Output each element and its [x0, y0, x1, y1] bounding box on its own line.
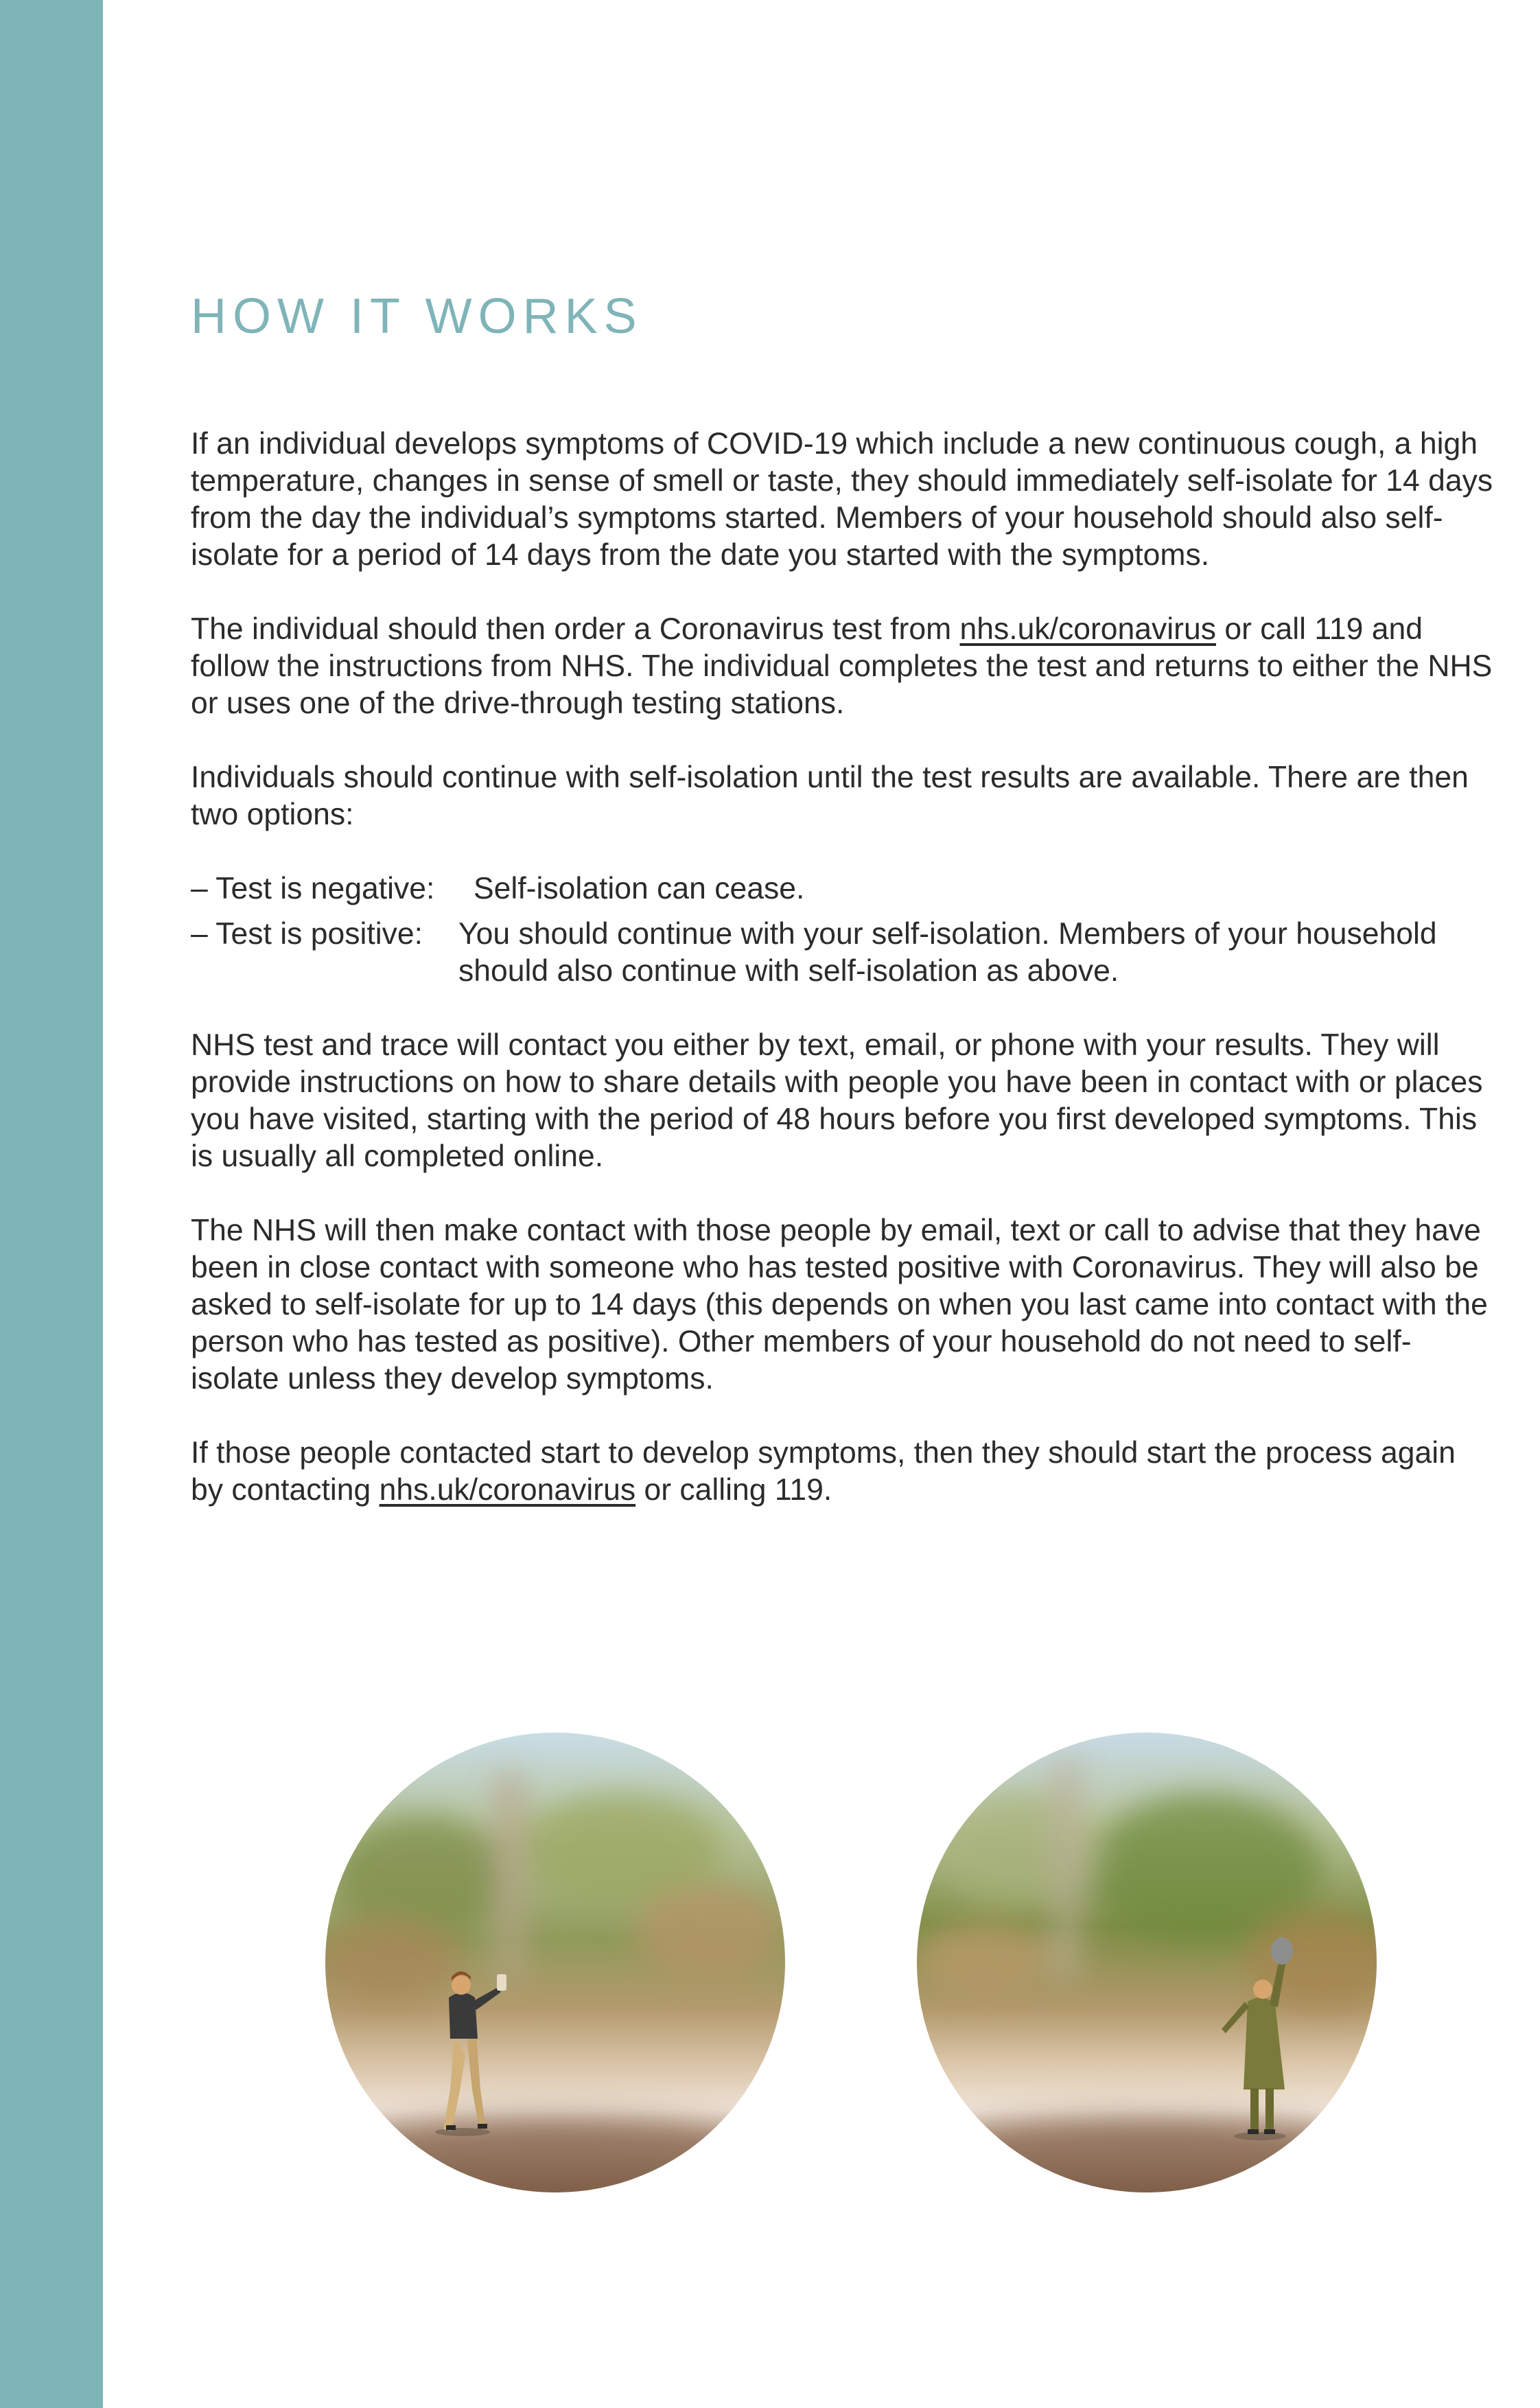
- paragraph-symptoms: If an individual develops symptoms of COVID-19 which include a new continuous cough, a high temperature, changes in sense of smell or taste, they should immediately self-isolate for 14 days from the day the individual’s symptoms started. Members of your household should also self-isolate for a period of 14 days from the date you started with the symptoms.: [191, 427, 1493, 572]
- body-content: [191, 426, 1495, 1546]
- option-negative: [191, 870, 1495, 907]
- paragraph-nhs-contact: The NHS will then make contact with those people by email, text or call to advise that they have been in close contact with someone who has tested positive with Coronavirus. They will also be asked to self-isolate for up to 14 days (this depends on when you last came into contact with the person who has tested as positive). Other members of your household do not need to self-isolate unless they develop symptoms.: [191, 1214, 1488, 1396]
- photo-figure-waving-hat: [917, 1733, 1377, 2192]
- side-accent-bar: [0, 0, 103, 2408]
- photo-figure-with-phone-image: [325, 1733, 785, 2192]
- paragraph-text: or call 119 and follow the instructions from NHS. The individual completes the test and returns to either the NHS or uses one of the drive-through testing stations.: [191, 612, 1493, 720]
- paragraph-text: If those people contacted start to develop symptoms, then they should start the process again by contacting: [191, 1436, 1456, 1507]
- paragraph-text: The individual should then order a Coronavirus test from: [191, 612, 960, 646]
- nhs-coronavirus-link[interactable]: nhs.uk/coronavirus: [379, 1473, 636, 1507]
- paragraph-restart: [191, 1435, 1495, 1509]
- paragraph-order-test: [191, 611, 1495, 722]
- photo-figure-with-phone: [325, 1733, 785, 2192]
- option-negative-text: Self-isolation can cease.: [474, 872, 805, 905]
- paragraph-text: or calling 119.: [635, 1473, 832, 1507]
- option-positive: [191, 916, 1495, 990]
- paragraph-test-trace: NHS test and trace will contact you either by text, email, or phone with your results. They will provide instructions on how to share details with people you have been in contact with or places you have visited, starting with the period of 48 hours before you first developed symptoms. This is usually all completed online.: [191, 1028, 1483, 1173]
- test-options-list: [191, 870, 1495, 990]
- photo-figure-waving-hat-image: [917, 1733, 1377, 2192]
- option-positive-text: You should continue with your self-isolation. Members of your household should also continue with self-isolation as above.: [458, 917, 1437, 988]
- option-negative-label: – Test is negative:: [191, 872, 435, 905]
- paragraph-isolation: Individuals should continue with self-isolation until the test results are available. There are then two options:: [191, 761, 1469, 831]
- option-positive-label: – Test is positive:: [191, 917, 423, 951]
- page-heading: HOW IT WORKS: [191, 289, 643, 344]
- nhs-coronavirus-link[interactable]: nhs.uk/coronavirus: [959, 612, 1216, 646]
